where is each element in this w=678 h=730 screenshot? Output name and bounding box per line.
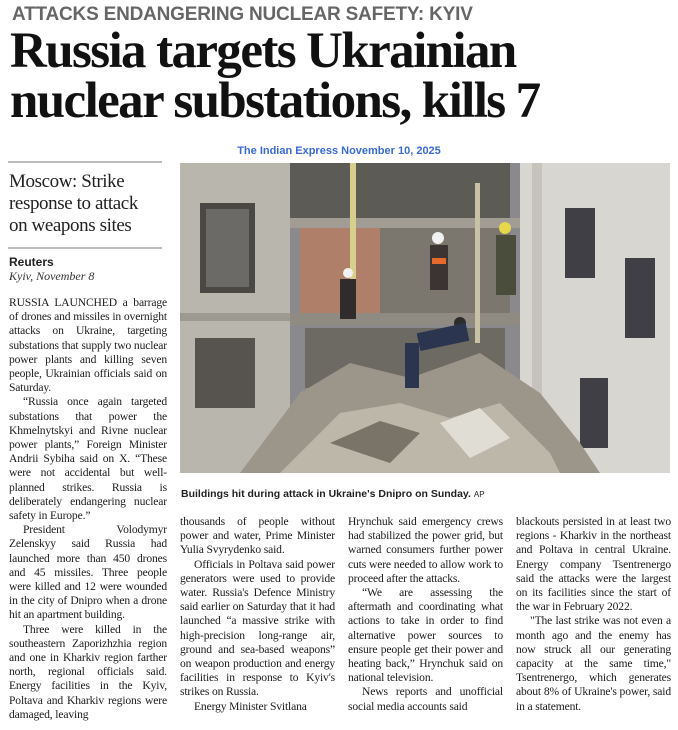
sidebar-top-rule — [8, 161, 162, 163]
article-paragraph: blackouts persisted in at least two regions - Kharkiv in the northeast and Poltava in central Ukraine. Energy company Tsentrenergo said the attacks were the largest on its facilities since the start of the war in February 2022. — [516, 515, 671, 614]
article-column-2 — [180, 515, 335, 714]
publication-dateline: The Indian Express November 10, 2025 — [237, 145, 441, 157]
photo-credit: AP — [473, 490, 485, 499]
headline-line-1: Russia targets Ukrainian — [10, 23, 516, 79]
article-paragraph: "The last strike was not even a month ago and the enemy has now struck all our generating capacity at the same time," Tsentrenergo, which generates about 8% of Ukraine's power, said in a statement. — [516, 614, 671, 713]
article-paragraph: Officials in Poltava said power generators were used to provide water. Russia's Defence Ministry said earlier on Saturday that it had launched “a massive strike with high-precision long-range air, ground and sea-based weapons” on weapon production and energy facilities in response to Kyiv's strikes on Russia. — [180, 557, 335, 699]
byline: Reuters — [9, 255, 54, 269]
caption-text: Buildings hit during attack in Ukraine's Dnipro on Sunday. — [181, 488, 471, 500]
article-paragraph: Energy Minister Svitlana — [194, 699, 307, 713]
section-kicker: ATTACKS ENDANGERING NUCLEAR SAFETY: KYIV — [12, 4, 473, 25]
article-paragraph: “We are assessing the aftermath and coordinating what actions to take in order to find alternative power sources to ensure people get their power and heating back,” Hrynchuk said on national television. — [348, 586, 503, 685]
photo-illustration — [180, 163, 670, 473]
article-paragraph: RUSSIA LAUNCHED a barrage of drones and missiles in overnight attacks on Ukraine, targeting substations that supply two nuclear power plants and killing seven people, Ukrainian officials said on Saturday. — [9, 296, 167, 395]
photo-caption — [181, 488, 485, 500]
subheadline-line: Moscow: Strike — [9, 171, 125, 192]
dateline-place: Kyiv, November 8 — [9, 269, 95, 283]
article-paragraph: “Russia once again targeted substations that power the Khmelnytskyi and Rivne nuclear power plants,” Foreign Minister Andrii Sybiha said on X. “These were not accidental but well-planned strikes. Russia is deliberately endangering nuclear safety in Europe.” — [9, 395, 167, 523]
headline-line-2: nuclear substations, kills 7 — [10, 73, 540, 129]
article-paragraph: President Volodymyr Zelenskyy said Russia had launched more than 450 drones and 45 missiles. Three people were killed and 12 were wounded in the city of Dnipro when a drone hit an apartment building. — [9, 523, 167, 622]
subheadline-line: response to attack — [9, 193, 138, 214]
headline — [10, 23, 670, 129]
sidebar-bottom-rule — [8, 247, 162, 249]
subheadline-line: on weapons sites — [9, 215, 132, 236]
article-column-4 — [516, 515, 671, 714]
subheadline — [9, 171, 165, 237]
article-column-3 — [348, 515, 503, 714]
article-paragraph: News reports and unofficial social media accounts said — [348, 685, 503, 713]
news-photo — [180, 163, 670, 473]
article-column-1 — [9, 296, 167, 722]
article-paragraph: Hrynchuk said emergency crews had stabilized the power grid, but warned consumers further power cuts were needed to allow work to proceed after the attacks. — [348, 515, 503, 585]
article-paragraph: thousands of people without power and water, Prime Minister Yulia Svyrydenko said. — [180, 515, 335, 557]
article-paragraph: Three were killed in the southeastern Zaporizhzhia region and one in Kharkiv region farther north, regional officials said. Energy facilities in the Kyiv, Poltava and Kharkiv regions were damaged, leaving — [9, 622, 167, 721]
